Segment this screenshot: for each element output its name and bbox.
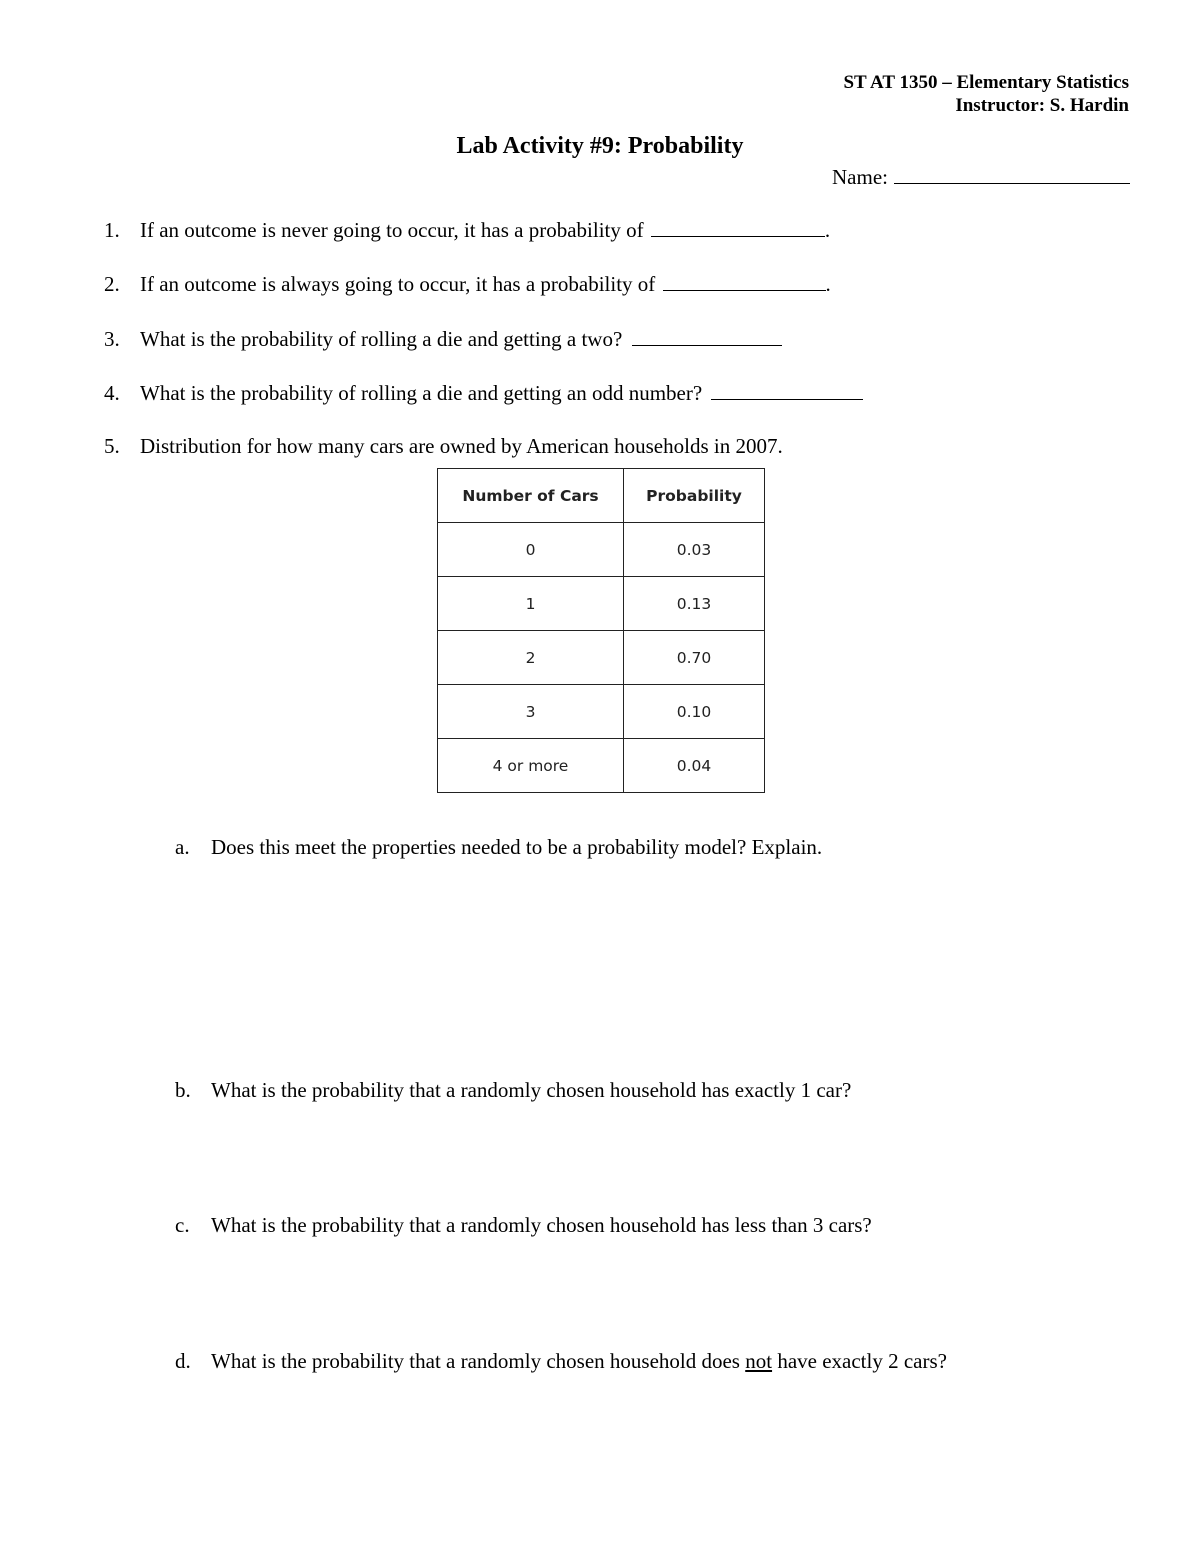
subquestion-text-start: What is the probability that a randomly chosen household does [211,1349,746,1373]
question-suffix: . [825,272,831,296]
table-row [438,631,765,685]
subquestion-label: d. [175,1349,191,1373]
column-header: Number of Cars [438,469,624,523]
probability-cell: 0.13 [624,577,765,631]
answer-blank[interactable] [663,272,826,291]
question-text: If an outcome is always going to occur, it has a probability of [140,272,656,296]
question-3 [104,327,782,352]
probability-cell: 0.70 [624,631,765,685]
subquestion-c [175,1213,872,1238]
probability-cell: 0.10 [624,685,765,739]
emphasis-not: not [745,1349,773,1373]
cars-cell: 2 [438,631,624,685]
question-number: 1. [104,218,120,242]
subquestion-label: c. [175,1213,190,1237]
question-number: 3. [104,327,120,351]
course-title: ST AT 1350 – Elementary Statistics [843,72,1129,93]
table-row [438,523,765,577]
subquestion-d [175,1349,947,1374]
cars-cell: 1 [438,577,624,631]
subquestion-label: b. [175,1078,191,1102]
car-distribution-table [437,468,765,793]
page-title: Lab Activity #9: Probability [456,133,744,159]
probability-cell: 0.03 [624,523,765,577]
subquestion-text: What is the probability that a randomly chosen household has exactly 1 car? [211,1078,852,1102]
table-header-row [438,469,765,523]
question-text: Distribution for how many cars are owned by American households in 2007. [140,434,783,458]
question-number: 5. [104,434,120,458]
question-2 [104,272,831,297]
question-5 [104,434,783,459]
question-4 [104,381,863,406]
name-blank[interactable] [894,163,1130,184]
table-row [438,685,765,739]
question-text: What is the probability of rolling a die and getting an odd number? [140,381,703,405]
column-header: Probability [624,469,765,523]
question-number: 4. [104,381,120,405]
probability-cell: 0.04 [624,739,765,793]
name-label: Name: [832,165,888,189]
subquestion-a [175,835,822,860]
subquestion-text-end: have exactly 2 cars? [772,1349,947,1373]
answer-blank[interactable] [711,381,863,400]
question-text: If an outcome is never going to occur, it has a probability of [140,218,644,242]
table-row [438,739,765,793]
question-number: 2. [104,272,120,296]
subquestion-b [175,1078,851,1103]
answer-blank[interactable] [651,218,825,237]
subquestion-text: What is the probability that a randomly chosen household has less than 3 cars? [211,1213,872,1237]
table-row [438,577,765,631]
instructor-name: Instructor: S. Hardin [955,95,1129,116]
subquestion-label: a. [175,835,190,859]
question-text: What is the probability of rolling a die and getting a two? [140,327,623,351]
cars-cell: 4 or more [438,739,624,793]
question-suffix: . [824,218,831,242]
cars-cell: 3 [438,685,624,739]
cars-cell: 0 [438,523,624,577]
question-1 [104,218,830,243]
answer-blank[interactable] [632,327,782,346]
subquestion-text: Does this meet the properties needed to be a probability model? Explain. [211,835,823,859]
name-field [832,163,1130,190]
